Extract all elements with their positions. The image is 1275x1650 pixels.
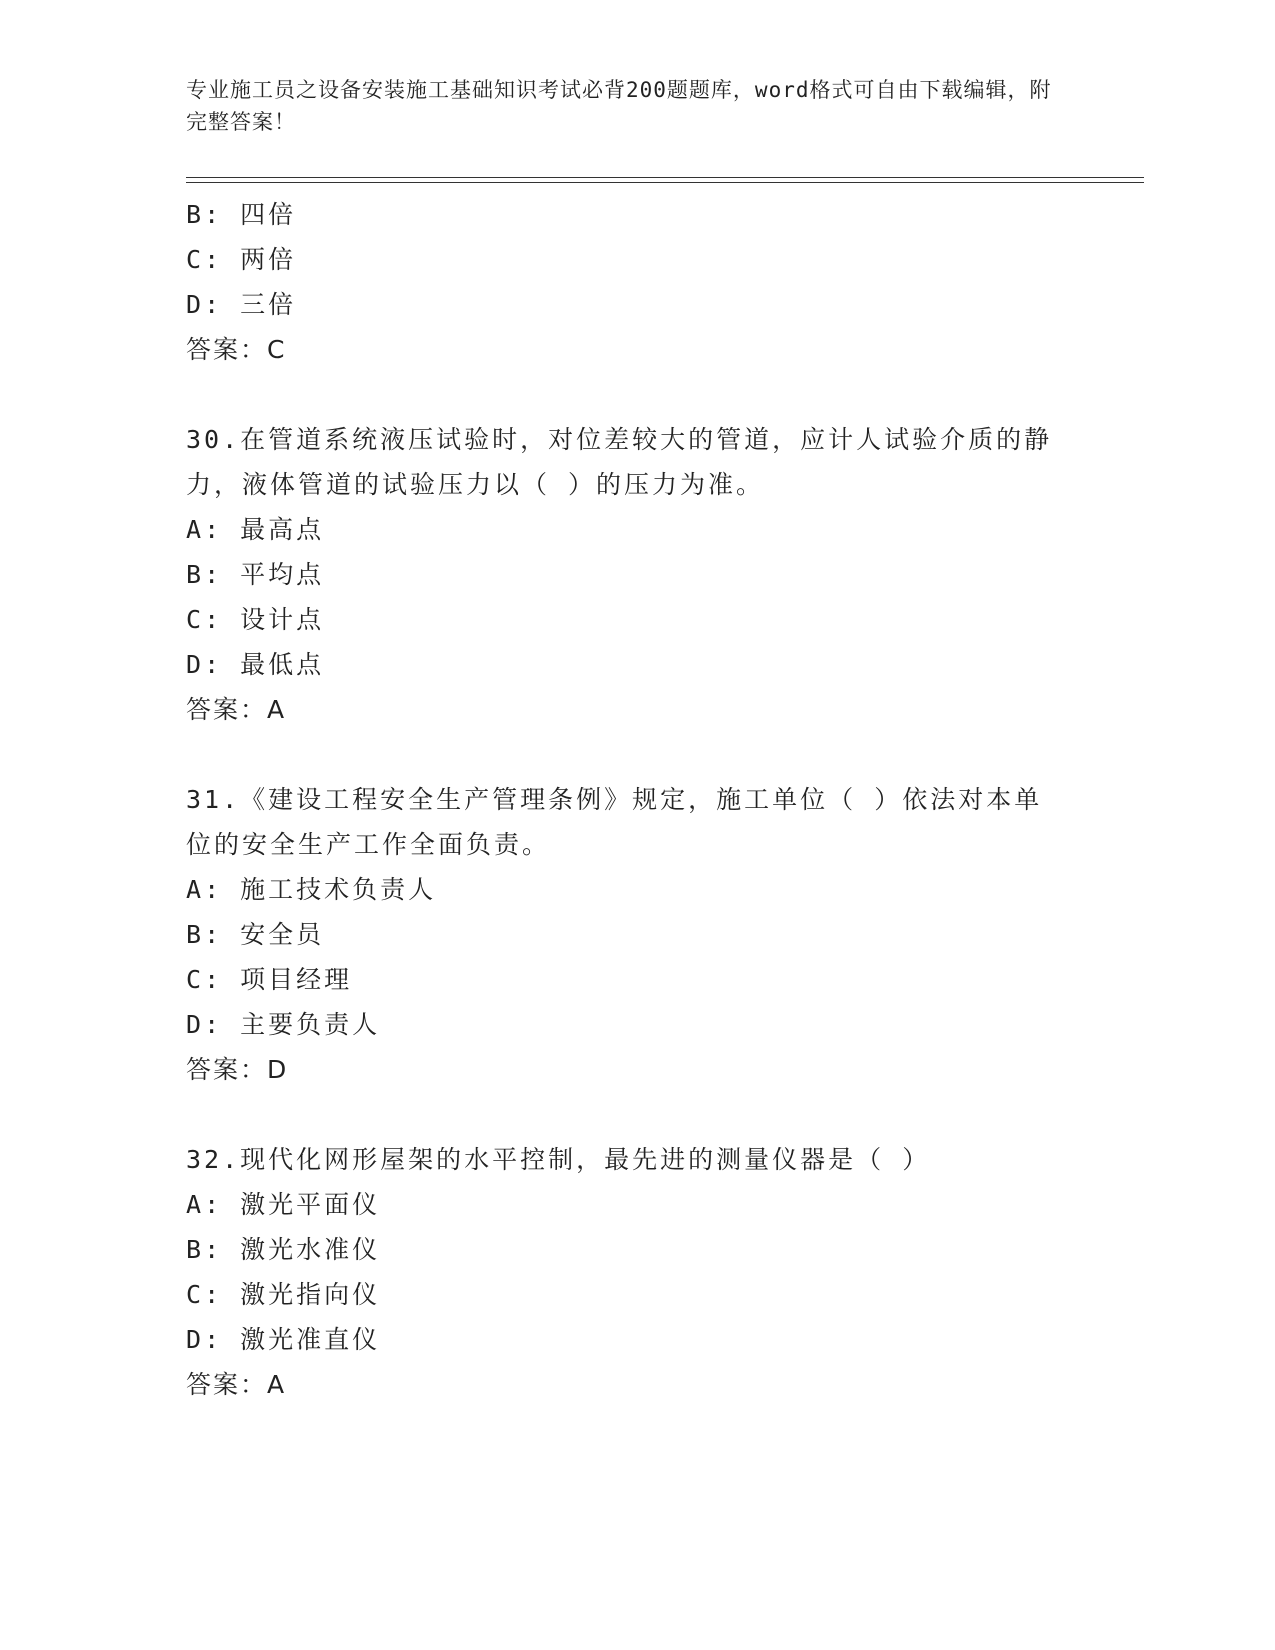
option-d: D: 最低点: [186, 650, 325, 679]
header-divider-double: [186, 182, 1144, 183]
question-29-continued: [186, 192, 1086, 372]
option-a: A: 施工技术负责人: [186, 875, 437, 904]
option-c: C: 两倍: [186, 245, 297, 274]
question-stem: 30.在管道系统液压试验时，对位差较大的管道，应计人试验介质的静力，液体管道的试验压力以（ ）的压力为准。: [186, 425, 1053, 499]
option-b: B: 四倍: [186, 200, 297, 229]
option-a: A: 最高点: [186, 515, 325, 544]
question-32: [186, 1137, 1086, 1407]
question-31: [186, 777, 1086, 1092]
option-d: D: 主要负责人: [186, 1010, 381, 1039]
question-stem: 31.《建设工程安全生产管理条例》规定，施工单位（ ）依法对本单位的安全生产工作全面负责。: [186, 785, 1043, 859]
spacer: [186, 1092, 1086, 1137]
answer-line: 答案：A: [186, 695, 287, 724]
question-30: [186, 417, 1086, 732]
option-d: D: 激光准直仪: [186, 1325, 381, 1354]
answer-line: 答案：A: [186, 1370, 287, 1399]
option-c: C: 项目经理: [186, 965, 353, 994]
option-b: B: 激光水准仪: [186, 1235, 381, 1264]
spacer: [186, 372, 1086, 417]
spacer: [186, 732, 1086, 777]
answer-line: 答案：D: [186, 1055, 289, 1084]
question-stem: 32.现代化网形屋架的水平控制，最先进的测量仪器是（ ）: [186, 1145, 931, 1174]
option-c: C: 激光指向仪: [186, 1280, 381, 1309]
document-header: 专业施工员之设备安装施工基础知识考试必背200题题库，word格式可自由下载编辑，附完整答案！: [186, 78, 1052, 134]
option-d: D: 三倍: [186, 290, 297, 319]
option-a: A: 激光平面仪: [186, 1190, 381, 1219]
answer-line: 答案：C: [186, 335, 287, 364]
header-divider: [186, 177, 1144, 178]
question-list: [186, 192, 1086, 1407]
option-b: B: 平均点: [186, 560, 325, 589]
option-c: C: 设计点: [186, 605, 325, 634]
option-b: B: 安全员: [186, 920, 325, 949]
